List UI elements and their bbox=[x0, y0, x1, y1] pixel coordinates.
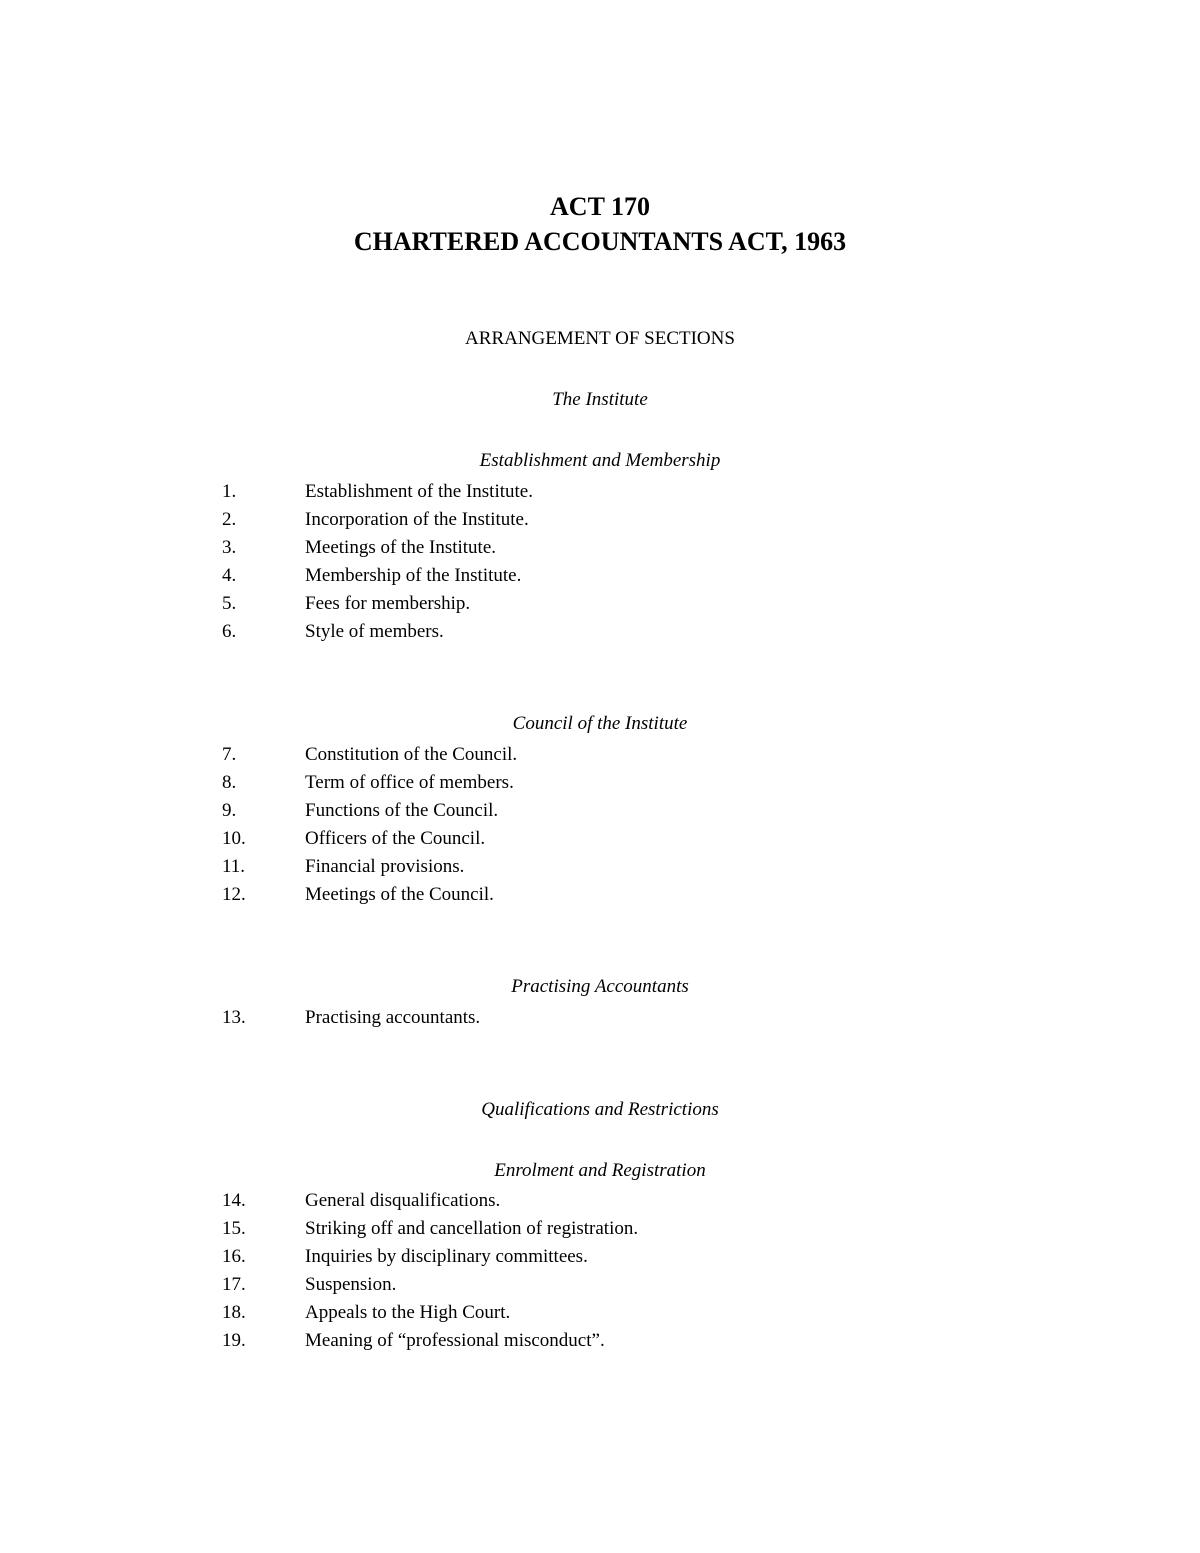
section-number: 6. bbox=[222, 621, 237, 642]
subheading-practising: Practising Accountants bbox=[511, 976, 689, 997]
section-title: Meaning of “professional misconduct”. bbox=[305, 1330, 605, 1351]
section-entry bbox=[0, 1216, 1200, 1242]
section-entry bbox=[0, 619, 1200, 645]
section-number: 2. bbox=[222, 509, 237, 530]
section-title: Meetings of the Council. bbox=[305, 884, 494, 905]
section-number: 16. bbox=[222, 1246, 246, 1267]
section-title: Financial provisions. bbox=[305, 856, 465, 877]
section-number: 4. bbox=[222, 565, 237, 586]
section-title: Officers of the Council. bbox=[305, 828, 486, 849]
section-title: Term of office of members. bbox=[305, 772, 514, 793]
part-heading-qualifications: Qualifications and Restrictions bbox=[481, 1099, 719, 1120]
section-number: 11. bbox=[222, 856, 246, 877]
section-number: 13. bbox=[222, 1007, 246, 1028]
section-entry bbox=[0, 563, 1200, 589]
section-title: Functions of the Council. bbox=[305, 800, 499, 821]
part-heading-institute: The Institute bbox=[552, 389, 648, 410]
section-title: Incorporation of the Institute. bbox=[305, 509, 529, 530]
section-number: 18. bbox=[222, 1302, 246, 1323]
arrangement-heading: ARRANGEMENT OF SECTIONS bbox=[465, 328, 735, 349]
section-number: 10. bbox=[222, 828, 246, 849]
section-number: 3. bbox=[222, 537, 237, 558]
section-number: 7. bbox=[222, 744, 237, 765]
section-entry bbox=[0, 507, 1200, 533]
section-title: Style of members. bbox=[305, 621, 444, 642]
section-entry bbox=[0, 742, 1200, 768]
section-entry bbox=[0, 1300, 1200, 1326]
section-entry bbox=[0, 826, 1200, 852]
section-title: Membership of the Institute. bbox=[305, 565, 522, 586]
section-entry bbox=[0, 1188, 1200, 1214]
section-number: 1. bbox=[222, 481, 237, 502]
section-title: Appeals to the High Court. bbox=[305, 1302, 511, 1323]
section-number: 14. bbox=[222, 1190, 246, 1211]
act-title: CHARTERED ACCOUNTANTS ACT, 1963 bbox=[353, 227, 847, 256]
section-title: Meetings of the Institute. bbox=[305, 537, 497, 558]
section-title: Constitution of the Council. bbox=[305, 744, 518, 765]
section-title: Inquiries by disciplinary committees. bbox=[305, 1246, 588, 1267]
section-entry bbox=[0, 591, 1200, 617]
section-title: Establishment of the Institute. bbox=[305, 481, 533, 502]
section-entry bbox=[0, 535, 1200, 561]
section-number: 17. bbox=[222, 1274, 246, 1295]
section-entry bbox=[0, 1272, 1200, 1298]
section-number: 9. bbox=[222, 800, 237, 821]
subheading-establishment: Establishment and Membership bbox=[479, 450, 721, 471]
section-entry bbox=[0, 798, 1200, 824]
section-number: 8. bbox=[222, 772, 237, 793]
section-entry bbox=[0, 770, 1200, 796]
subheading-enrolment: Enrolment and Registration bbox=[494, 1160, 706, 1181]
section-number: 12. bbox=[222, 884, 246, 905]
section-entry bbox=[0, 1328, 1200, 1354]
act-number: ACT 170 bbox=[550, 192, 650, 221]
subheading-council: Council of the Institute bbox=[512, 713, 688, 734]
section-entry bbox=[0, 1005, 1200, 1031]
section-entry bbox=[0, 1244, 1200, 1270]
section-title: Fees for membership. bbox=[305, 593, 471, 614]
section-title: General disqualifications. bbox=[305, 1190, 501, 1211]
section-entry bbox=[0, 479, 1200, 505]
section-title: Practising accountants. bbox=[305, 1007, 481, 1028]
section-number: 5. bbox=[222, 593, 237, 614]
section-entry bbox=[0, 854, 1200, 880]
section-number: 19. bbox=[222, 1330, 246, 1351]
section-entry bbox=[0, 882, 1200, 908]
section-title: Suspension. bbox=[305, 1274, 397, 1295]
section-number: 15. bbox=[222, 1218, 246, 1239]
section-title: Striking off and cancellation of registration. bbox=[305, 1218, 639, 1239]
